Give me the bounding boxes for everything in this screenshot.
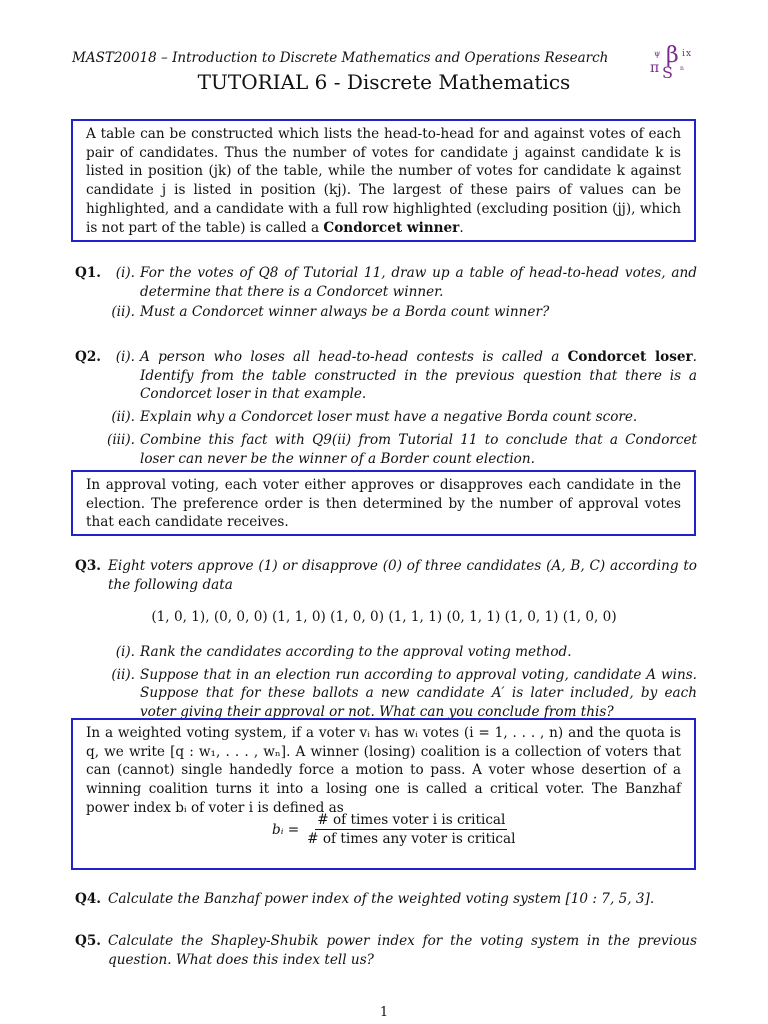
question-part (75, 408, 697, 427)
bold-term: Condorcet loser (567, 349, 693, 365)
question-1 (75, 264, 697, 322)
question-4 (75, 890, 697, 909)
question-part (75, 643, 697, 662)
part-text: Combine this fact with Q9(ii) from Tutorial 11 to conclude that a Condorcet loser can never be the winner of a Border count election. (140, 431, 697, 467)
question-part (75, 303, 697, 322)
formula-fraction (305, 812, 517, 847)
question-part (75, 264, 697, 301)
bold-term: Condorcet winner (323, 219, 460, 236)
part-label: (ii). (111, 304, 135, 321)
part-label: (i). (115, 349, 135, 365)
part-text: Eight voters approve (1) or disapprove (0) of three candidates (A, B, C) according to the following data (108, 558, 697, 593)
question-label: Q5. (75, 933, 102, 949)
question-text (75, 932, 697, 969)
banzhaf-formula (272, 812, 517, 847)
part-text: Suppose that in an election run according to approval voting, candidate A wins. Suppose that for these ballots a new candidate A′ is later included, by each voter giving their approval or not. What can you conclude from this? (140, 666, 697, 721)
part-text: For the votes of Q8 of Tutorial 11, draw up a table of head-to-head votes, and determine that there is a Condorcet winner. (140, 265, 697, 300)
question-part (75, 666, 697, 722)
question-part (75, 348, 697, 404)
part-text: . Identify from the table constructed in the previous question that there is a Condorcet loser in that example. (140, 349, 697, 403)
part-text: A person who loses all head-to-head contests is called a (140, 349, 560, 365)
question-3-parts (75, 643, 697, 722)
course-title: MAST20018 – Introduction to Discrete Mathematics and Operations Research (72, 50, 609, 66)
question-text (75, 890, 697, 909)
svg-text:x: x (686, 49, 692, 59)
approval-data: (1, 0, 1), (0, 0, 0) (1, 1, 0) (1, 0, 0) (1, 1, 1) (0, 1, 1) (1, 0, 1) (1, 0, 0) (151, 609, 617, 625)
part-text: Rank the candidates according to the approval voting method. (140, 644, 572, 660)
svg-text:S: S (662, 63, 673, 82)
condorcet-definition-box (71, 119, 696, 242)
box-text: In approval voting, each voter either approves or disapproves each candidate in the election. The preference order is then determined by the number of approval votes that each candidate receives. (86, 477, 681, 531)
svg-text:i: i (682, 49, 685, 59)
question-label: Q3. (75, 558, 102, 574)
part-text: Explain why a Condorcet loser must have a negative Borda count score. (140, 409, 638, 426)
formula-lhs: bᵢ = (272, 821, 300, 838)
question-part (75, 431, 697, 468)
question-label: Q2. (75, 349, 102, 365)
question-3 (75, 557, 697, 594)
part-text: Calculate the Shapley-Shubik power index for the voting system in the previous question. What does this index tell us? (108, 933, 697, 968)
part-label: (i). (115, 644, 135, 660)
part-text: Calculate the Banzhaf power index of the weighted voting system [10 : 7, 5, 3]. (108, 891, 655, 907)
svg-text:π: π (650, 60, 660, 76)
box-text-end: . (459, 219, 464, 236)
question-label: Q1. (75, 265, 102, 281)
part-label: (i). (115, 265, 135, 281)
university-logo-icon (648, 42, 696, 82)
approval-voting-box (71, 470, 696, 536)
question-label: Q4. (75, 891, 102, 907)
page-number: 1 (379, 1005, 389, 1020)
svg-text:ψ: ψ (654, 49, 661, 58)
svg-text:β: β (666, 43, 679, 68)
part-label: (ii). (111, 409, 135, 426)
formula-denominator: # of times any voter is critical (307, 831, 516, 847)
svg-text:n: n (680, 65, 684, 72)
question-intro (75, 557, 697, 594)
formula-numerator: # of times voter i is critical (317, 812, 506, 828)
page-title: TUTORIAL 6 - Discrete Mathematics (197, 70, 571, 94)
box-text: In a weighted voting system, if a voter vᵢ has wᵢ votes (i = 1, . . . , n) and the quota is q, we write [q : w₁, . . . , wₙ]. A winner (losing) coalition is a collection of voters that can (cannot) single handedly force a motion to pass. A voter whose desertion of a winning coalition turns it into a losing one is called a critical voter. The Banzhaf power index bᵢ of voter i is defined as (86, 725, 681, 816)
part-text: Must a Condorcet winner always be a Borda count winner? (140, 304, 550, 321)
weighted-voting-box (71, 718, 696, 870)
question-5 (75, 932, 697, 969)
part-label: (ii). (111, 666, 135, 683)
box-text: A table can be constructed which lists the head-to-head for and against votes of each pair of candidates. Thus the number of votes for candidate j against candidate k is listed in position (jk) of the table, while the number of votes for candidate k against candidate j is listed in position (kj). The largest of these pairs of values can be highlighted, and a candidate with a full row highlighted (excluding position (jj), which is not part of the table) is called a (86, 126, 681, 236)
question-2 (75, 348, 697, 468)
part-label: (iii). (107, 431, 135, 448)
